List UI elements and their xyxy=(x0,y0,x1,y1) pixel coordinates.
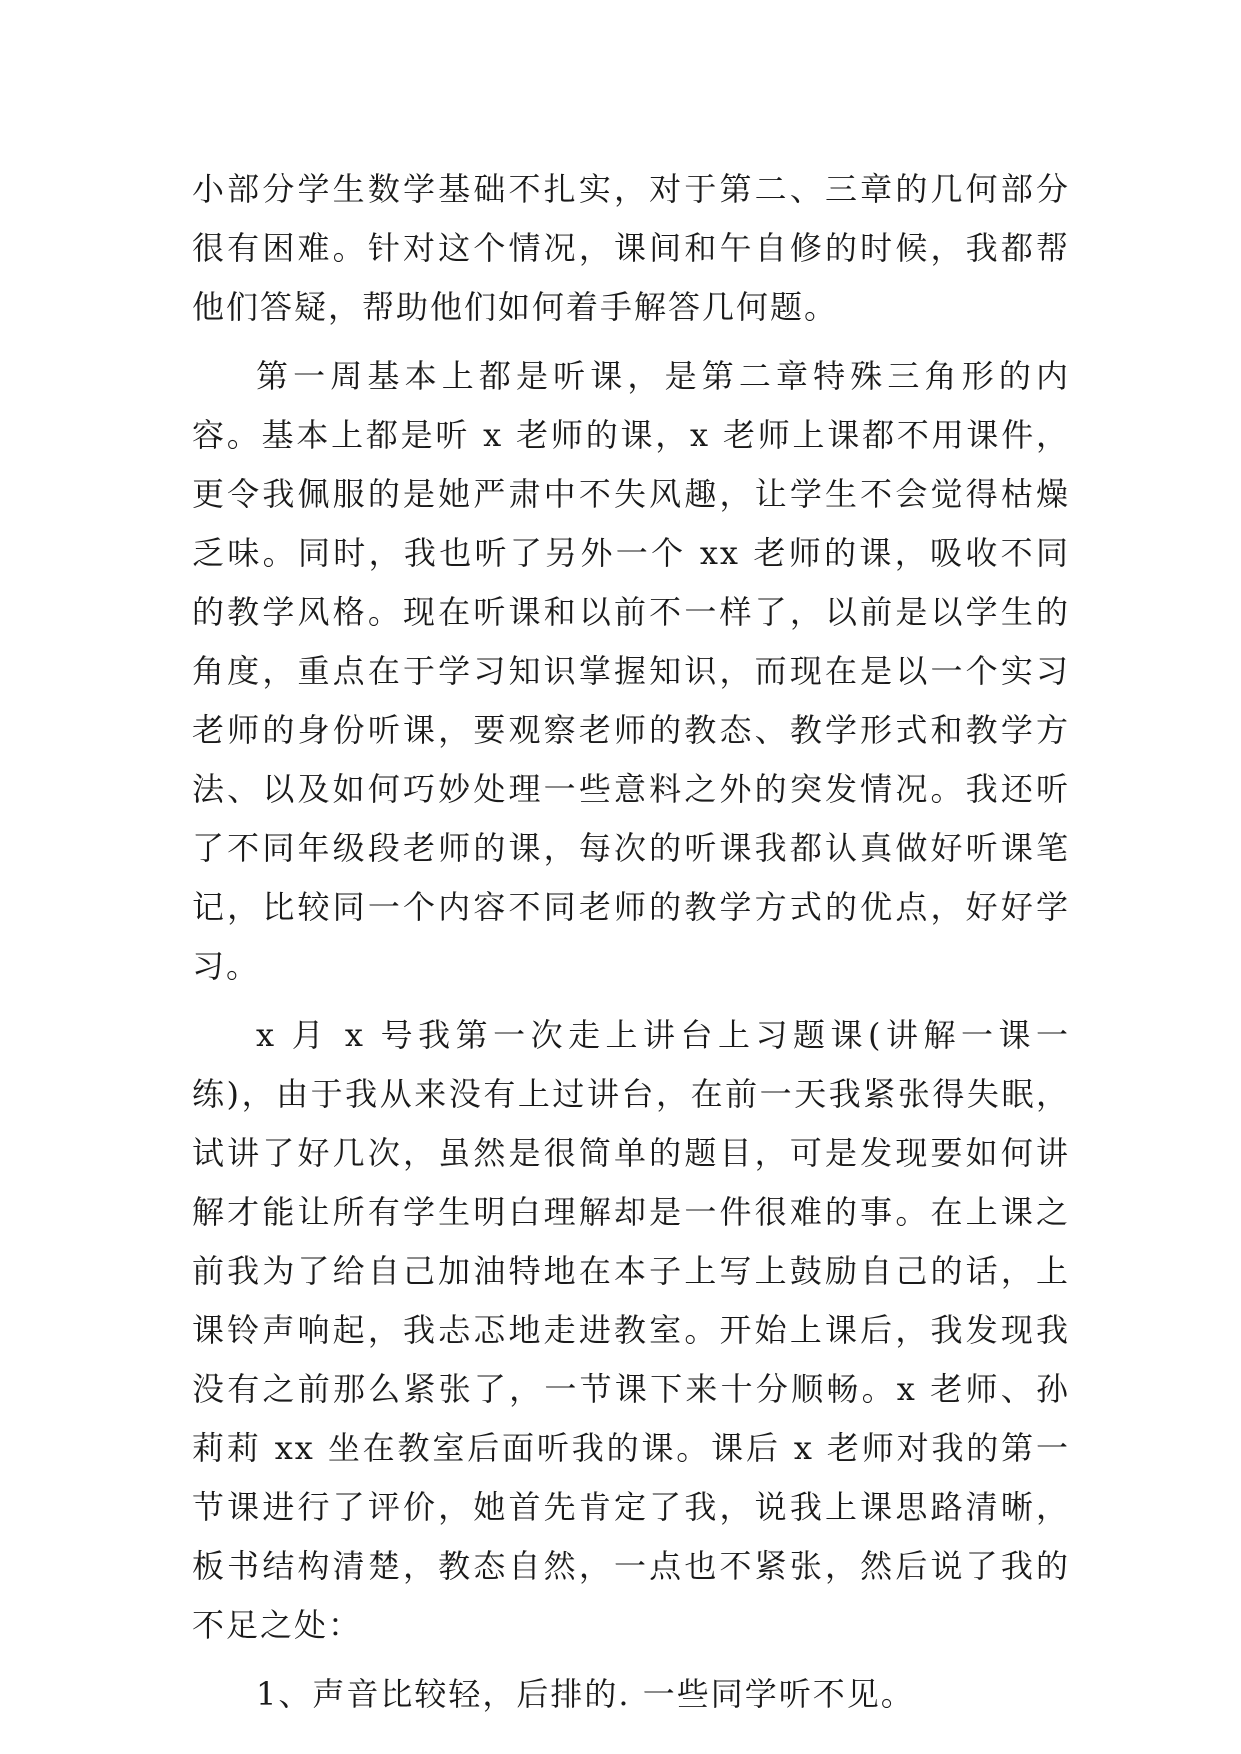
paragraph-shortcoming-1: 1、声音比较轻，后排的. 一些同学听不见。 xyxy=(256,1675,915,1713)
paragraph-first-lesson: x 月 x 号我第一次走上讲台上习题课(讲解一课一练)，由于我从来没有上过讲台，在前一天我紧张得失眠，试讲了好几次，虽然是很简单的题目，可是发现要如何讲解才能让所有学生明白理解却是一件很难的事。在上课之前我为了给自己加油特地在本子上写上鼓励自己的话，上课铃声响起，我忐忑地走进教室。开始上课后，我发现我没有之前那么紧张了，一节课下来十分顺畅。x 老师、孙莉莉 xx 坐在教室后面听我的课。课后 x 老师对我的第一节课进行了评价，她首先肯定了我，说我上课思路清晰，板书结构清楚，教态自然，一点也不紧张，然后说了我的不足之处： xyxy=(192,1016,1070,1644)
document-body xyxy=(192,160,1070,1724)
paragraph-intro-continuation: 小部分学生数学基础不扎实，对于第二、三章的几何部分很有困难。针对这个情况，课间和午自修的时候，我都帮他们答疑，帮助他们如何着手解答几何题。 xyxy=(192,170,1070,326)
paragraph-first-week-observation: 第一周基本上都是听课，是第二章特殊三角形的内容。基本上都是听 x 老师的课，x 老师上课都不用课件，更令我佩服的是她严肃中不失风趣，让学生不会觉得枯燥乏味。同时，我也听了另外一个 xx 老师的课，吸收不同的教学风格。现在听课和以前不一样了，以前是以学生的角度，重点在于学习知识掌握知识，而现在是以一个实习老师的身份听课，要观察老师的教态、教学形式和教学方法、以及如何巧妙处理一些意料之外的突发情况。我还听了不同年级段老师的课，每次的听课我都认真做好听课笔记，比较同一个内容不同老师的教学方式的优点，好好学习。 xyxy=(192,357,1070,985)
